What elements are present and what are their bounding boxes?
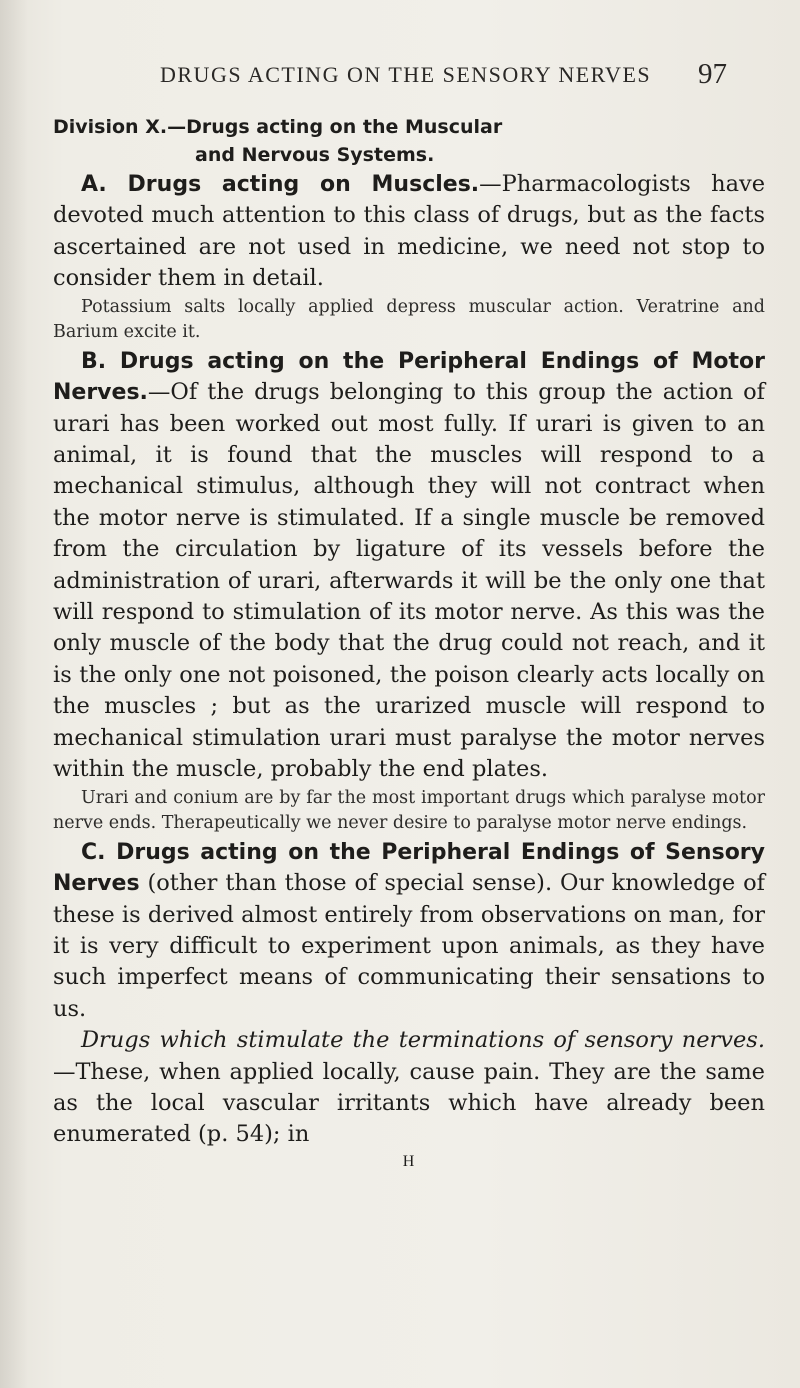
section-c-italic-lead: Drugs which stimulate the terminations of sensory nerves. <box>81 1027 765 1054</box>
section-c-body-2: —These, when applied locally, cause pain. They are the same as the local vascular irritants which have already been enumerated (p. 54); in <box>53 1058 765 1148</box>
page-body <box>53 113 765 1173</box>
page-number: 97 <box>698 58 727 90</box>
section-c-paragraph-2 <box>53 1025 765 1151</box>
section-a-heading: A. Drugs acting on Muscles. <box>81 172 480 197</box>
section-c-heading: C. Drugs acting on the Peripheral Endings of Sensory Nerves <box>53 839 765 897</box>
section-b-note: Urari and conium are by far the most important drugs which paralyse motor nerve ends. Therapeutically we never desire to paralyse motor nerve endings. <box>53 787 765 834</box>
section-a-body: —Pharmacologists have devoted much attention to this class of drugs, but as the facts ascertained are not used in medicine, we need not stop to consider them in detail. <box>53 171 766 292</box>
section-a-note: Potassium salts locally applied depress muscular action. Veratrine and Barium excite it. <box>53 296 765 343</box>
section-b-heading: B. Drugs acting on the Peripheral Endings of Motor Nerves. <box>53 348 765 406</box>
section-b-body: —Of the drugs belonging to this group the action of urari has been worked out most fully. If urari is given to an animal, it is found that the muscles will respond to a mechanical stimulus, although they will not contract when the motor nerve is stimulated. If a single muscle be removed from the circulation by ligature of its vessels before the administration of urari, afterwards it will be the only one that will respond to stimulation of its motor nerve. As this was the only muscle of the body that the drug could not reach, and it is the only one not poisoned, the poison clearly acts locally on the muscles ; but as the urarized muscle will respond to mechanical stimulation urari must paralyse the motor nerves within the muscle, probably the end plates. <box>53 379 765 783</box>
running-header <box>160 58 760 98</box>
signature-mark: H <box>402 1152 416 1170</box>
section-a-paragraph <box>53 169 765 295</box>
section-b-paragraph <box>53 346 765 786</box>
section-c-body: (other than those of special sense). Our knowledge of these is derived almost entirely from observations on man, for it is very difficult to experiment upon animals, as they have such imperfect means of communicating their sensations to us. <box>53 870 765 1022</box>
division-title <box>53 113 765 169</box>
running-title: DRUGS ACTING ON THE SENSORY NERVES <box>160 62 652 87</box>
division-title-line2: and Nervous Systems. <box>195 144 435 166</box>
division-title-line1: Division X.—Drugs acting on the Muscular <box>53 116 503 138</box>
section-c-paragraph <box>53 837 765 1025</box>
page-edge-shadow <box>0 0 28 1388</box>
